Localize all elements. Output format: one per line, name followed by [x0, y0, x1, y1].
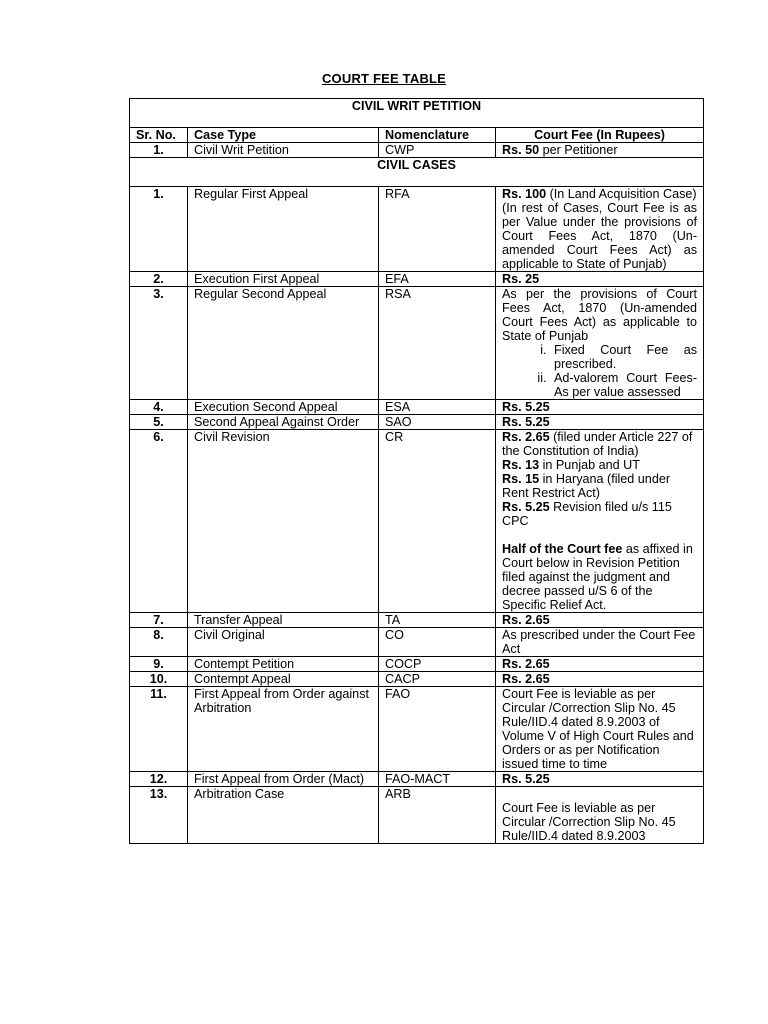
cell-case-type: Contempt Appeal [188, 672, 379, 687]
fee-amount: Rs. 5.25 [502, 400, 550, 414]
cell-fee [496, 430, 704, 613]
cell-fee [496, 657, 704, 672]
fee-list [502, 343, 697, 399]
header-court-fee: Court Fee (In Rupees) [496, 128, 704, 143]
cell-sr: 8. [130, 628, 188, 657]
cell-case-type: Transfer Appeal [188, 613, 379, 628]
cell-sr: 3. [130, 287, 188, 400]
table-row [130, 287, 704, 400]
fee-amount: Rs. 2.65 [502, 613, 550, 627]
fee-amount: Rs. 100 [502, 187, 547, 201]
section-heading-civil: CIVIL CASES [130, 158, 704, 187]
cell-case-type: Execution First Appeal [188, 272, 379, 287]
cell-fee [496, 415, 704, 430]
table-row [130, 787, 704, 844]
cell-fee [496, 628, 704, 657]
cell-code: CO [379, 628, 496, 657]
cell-fee [496, 787, 704, 844]
cell-code: EFA [379, 272, 496, 287]
cell-sr: 1. [130, 143, 188, 158]
fee-note: as affixed in Court below in Revision Petition filed against the judgment and decree passed u/S 6 of the Specific Relief Act. [502, 542, 693, 612]
document-title: COURT FEE TABLE [321, 71, 447, 86]
cell-sr: 2. [130, 272, 188, 287]
cell-sr: 6. [130, 430, 188, 613]
table-row [130, 415, 704, 430]
fee-note: As prescribed under the Court Fee Act [502, 628, 696, 656]
cell-code: ESA [379, 400, 496, 415]
cell-case-type: Regular First Appeal [188, 187, 379, 272]
cell-code: CACP [379, 672, 496, 687]
fee-note: in Haryana (filed under Rent Restrict Act) [502, 472, 671, 500]
spacer [502, 528, 697, 542]
fee-note: As per the provisions of Court Fees Act, 1870 (Un-amended Court Fees Act) as applicable to State of Punjab [502, 287, 698, 343]
header-sr-no: Sr. No. [130, 128, 188, 143]
cell-case-type: Contempt Petition [188, 657, 379, 672]
fee-list-item-i: i. Fixed Court Fee as prescribed. [550, 343, 697, 371]
cell-code: ARB [379, 787, 496, 844]
table-row [130, 613, 704, 628]
cell-case-type: Civil Revision [188, 430, 379, 613]
cell-code: CR [379, 430, 496, 613]
cell-code: TA [379, 613, 496, 628]
court-fee-table [129, 98, 704, 844]
cell-fee [496, 613, 704, 628]
cell-fee [496, 272, 704, 287]
table-row [130, 272, 704, 287]
fee-note: per Petitioner [539, 143, 618, 157]
fee-note: (filed under Article 227 of the Constitution of India) [502, 430, 693, 458]
fee-note: Revision filed u/s 115 CPC [502, 500, 672, 528]
cell-case-type: Arbitration Case [188, 787, 379, 844]
table-row [130, 187, 704, 272]
fee-note: Court Fee is leviable as per Circular /Correction Slip No. 45 Rule/IID.4 dated 8.9.2003 of Volume V of High Court Rules and Orders or as per Notification issued time to time [502, 687, 694, 771]
cell-sr: 13. [130, 787, 188, 844]
fee-amount: Rs. 2.65 [502, 430, 550, 444]
cell-fee [496, 287, 704, 400]
fee-amount: Rs. 50 [502, 143, 540, 157]
cell-code: RFA [379, 187, 496, 272]
cell-fee [496, 687, 704, 772]
fee-note: (In rest of Cases, Court Fee is as per Value under the provisions of Court Fees Act, 1870 (Un-amended Court Fees Act) as applicable to State of Punjab) [502, 201, 698, 271]
fee-amount: Rs. 5.25 [502, 500, 550, 514]
fee-note: Court Fee is leviable as per Circular /Correction Slip No. 45 Rule/IID.4 dated 8.9.2003 [502, 801, 676, 843]
cell-case-type: Execution Second Appeal [188, 400, 379, 415]
cell-code: COCP [379, 657, 496, 672]
fee-list-item-ii: ii. Ad-valorem Court Fees-As per value assessed [550, 371, 697, 399]
fee-amount: Rs. 2.65 [502, 672, 550, 686]
fee-amount: Rs. 15 [502, 472, 540, 486]
cell-sr: 1. [130, 187, 188, 272]
fee-note: (In Land Acquisition Case) [546, 187, 697, 201]
cell-sr: 12. [130, 772, 188, 787]
section-row-writ [130, 99, 704, 128]
cell-sr: 5. [130, 415, 188, 430]
spacer [502, 787, 697, 801]
section-row-civil [130, 158, 704, 187]
header-nomenclature: Nomenclature [379, 128, 496, 143]
table-row [130, 143, 704, 158]
cell-sr: 11. [130, 687, 188, 772]
cell-case-type: Civil Original [188, 628, 379, 657]
cell-fee [496, 672, 704, 687]
cell-case-type: Second Appeal Against Order [188, 415, 379, 430]
fee-amount: Rs. 25 [502, 272, 540, 286]
cell-case-type: Regular Second Appeal [188, 287, 379, 400]
cell-code: FAO [379, 687, 496, 772]
cell-fee [496, 400, 704, 415]
table-row [130, 430, 704, 613]
cell-code: FAO-MACT [379, 772, 496, 787]
section-heading-writ: CIVIL WRIT PETITION [130, 99, 704, 128]
cell-fee [496, 143, 704, 158]
cell-sr: 7. [130, 613, 188, 628]
fee-amount: Rs. 2.65 [502, 657, 550, 671]
cell-case-type: Civil Writ Petition [188, 143, 379, 158]
cell-case-type: First Appeal from Order (Mact) [188, 772, 379, 787]
cell-fee [496, 772, 704, 787]
table-row [130, 628, 704, 657]
cell-sr: 10. [130, 672, 188, 687]
table-header-row [130, 128, 704, 143]
cell-fee [496, 187, 704, 272]
table-row [130, 657, 704, 672]
table-row [130, 672, 704, 687]
fee-amount: Rs. 5.25 [502, 415, 550, 429]
header-case-type: Case Type [188, 128, 379, 143]
fee-amount: Rs. 5.25 [502, 772, 550, 786]
cell-sr: 4. [130, 400, 188, 415]
fee-amount: Rs. 13 [502, 458, 540, 472]
cell-sr: 9. [130, 657, 188, 672]
cell-case-type: First Appeal from Order against Arbitration [188, 687, 379, 772]
table-row [130, 687, 704, 772]
cell-code: SAO [379, 415, 496, 430]
fee-note: in Punjab and UT [539, 458, 640, 472]
cell-code: RSA [379, 287, 496, 400]
table-row [130, 400, 704, 415]
cell-code: CWP [379, 143, 496, 158]
table-row [130, 772, 704, 787]
fee-amount: Half of the Court fee [502, 542, 623, 556]
